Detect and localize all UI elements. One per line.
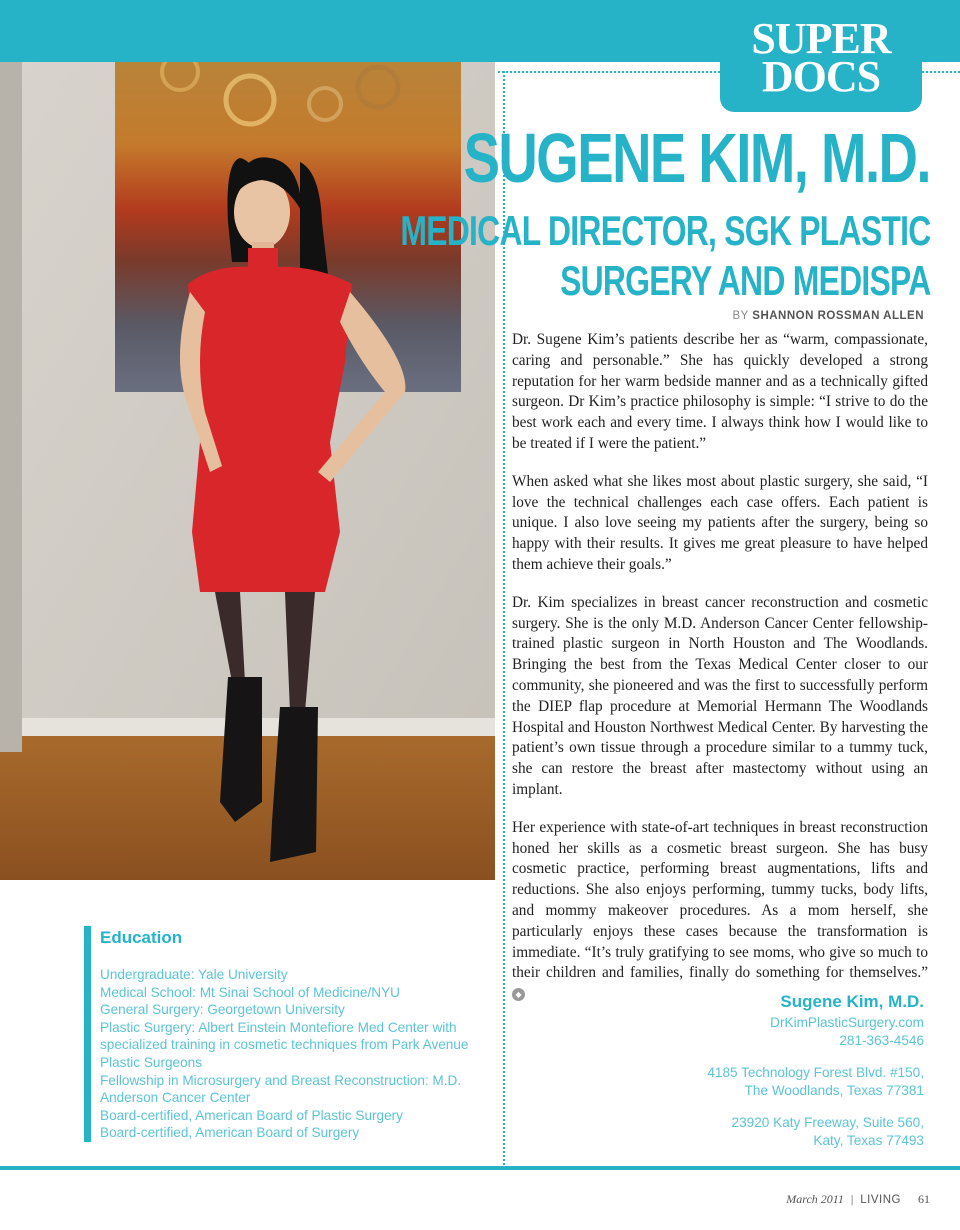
article-body [512,330,928,1022]
page-title: SUGENE KIM, M.D. [463,119,930,197]
article-paragraph-1: Dr. Sugene Kim’s patients describe her as “warm, compassionate, caring and personable.” She has quickly developed a strong reputation for her warm bedside manner and as a technically gifted surgeon. Dr Kim’s practice philosophy is simple: “I strive to do the best work each and every time. I always think how I would like to be treated if I were the patient.” [512,331,928,452]
end-mark-icon: ◆ [512,988,525,1001]
page-number: 61 [918,1192,930,1206]
education-item: Medical School: Mt Sinai School of Medicine/NYU [100,984,400,1000]
address-2-line-2: Katy, Texas 77493 [813,1133,924,1148]
page-footer [786,1192,930,1207]
super-docs-badge [720,0,922,112]
subtitle-line-2: SURGERY AND MEDISPA [559,257,930,304]
contact-block [707,990,924,1150]
byline [732,310,924,322]
footer-date: March 2011 [786,1192,844,1206]
contact-name: Sugene Kim, M.D. [780,992,924,1011]
badge-line-2: DOCS [761,52,881,101]
footer-separator: | [850,1192,854,1206]
education-item: Undergraduate: Yale University [100,967,288,982]
contact-spacer [707,1050,924,1064]
address-1-line-1: 4185 Technology Forest Blvd. #150, [707,1065,924,1080]
education-item: Plastic Surgery: Albert Einstein Montefiore Med Center with specialized training in cosmetic techniques from Park Avenue Plastic Surgeons [100,1019,469,1070]
education-item: Board-certified, American Board of Plastic Surgery [100,1107,403,1123]
article-paragraph-3: Dr. Kim specializes in breast cancer reconstruction and cosmetic surgery. She is the only M.D. Anderson Cancer Center fellowship-trained plastic surgeon in North Houston and The Woodlands. Bringing the best from the Texas Medical Center closer to our community, she pioneered and was the first to successfully perform the DIEP flap procedure at Memorial Hermann The Woodlands Hospital and Houston Northwest Medical Center. By harvesting the patient’s own tissue through a procedure similar to a tummy tuck, she can restore the breast after mastectomy without using an implant. [512,593,928,798]
badge-line-1: SUPER [751,14,891,63]
doctor-photo [0,62,495,880]
education-item: General Surgery: Georgetown University [100,1002,345,1018]
contact-spacer [707,1100,924,1114]
footer-section: LIVING [860,1194,901,1206]
byline-prefix: BY [732,310,749,322]
address-1-line-2: The Woodlands, Texas 77381 [744,1083,924,1098]
contact-website[interactable]: DrKimPlasticSurgery.com [770,1015,924,1030]
contact-phone: 281-363-4546 [839,1033,924,1048]
address-2-line-1: 23920 Katy Freeway, Suite 560, [731,1115,924,1130]
education-item: Fellowship in Microsurgery and Breast Reconstruction: M.D. Anderson Cancer Center [100,1072,462,1106]
education-item: Board-certified, American Board of Surgery [100,1125,360,1141]
article-paragraph-4 [512,818,928,1005]
subtitle-line-1: MEDICAL DIRECTOR, SGK PLASTIC [399,207,930,254]
bottom-rule [0,1166,960,1170]
byline-author: SHANNON ROSSMAN ALLEN [752,310,924,322]
article-paragraph-4-text: Her experience with state-of-art techniques in breast reconstruction honed her skills as a cosmetic breast surgeon. She has busy cosmetic practice, performing breast augmentations, lifts and reductions. She also enjoys performing, tummy tucks, body lifts, and mommy makeover procedures. As a mom herself, she particularly enjoys these cases because the transformation is immediate. “It’s truly gratifying to see moms, who give so much to their children and families, finally do something for themselves.” [512,818,928,982]
page-subtitle [400,206,930,306]
education-box [84,926,500,1142]
education-heading: Education [100,928,183,947]
article-paragraph-2: When asked what she likes most about plastic surgery, she said, “I love the technical challenges each case offers. Each patient is unique. I also love seeing my patients after the surgery, being so happy with their results. It gives me great pleasure to have helped them achieve their goals.” [512,472,928,573]
